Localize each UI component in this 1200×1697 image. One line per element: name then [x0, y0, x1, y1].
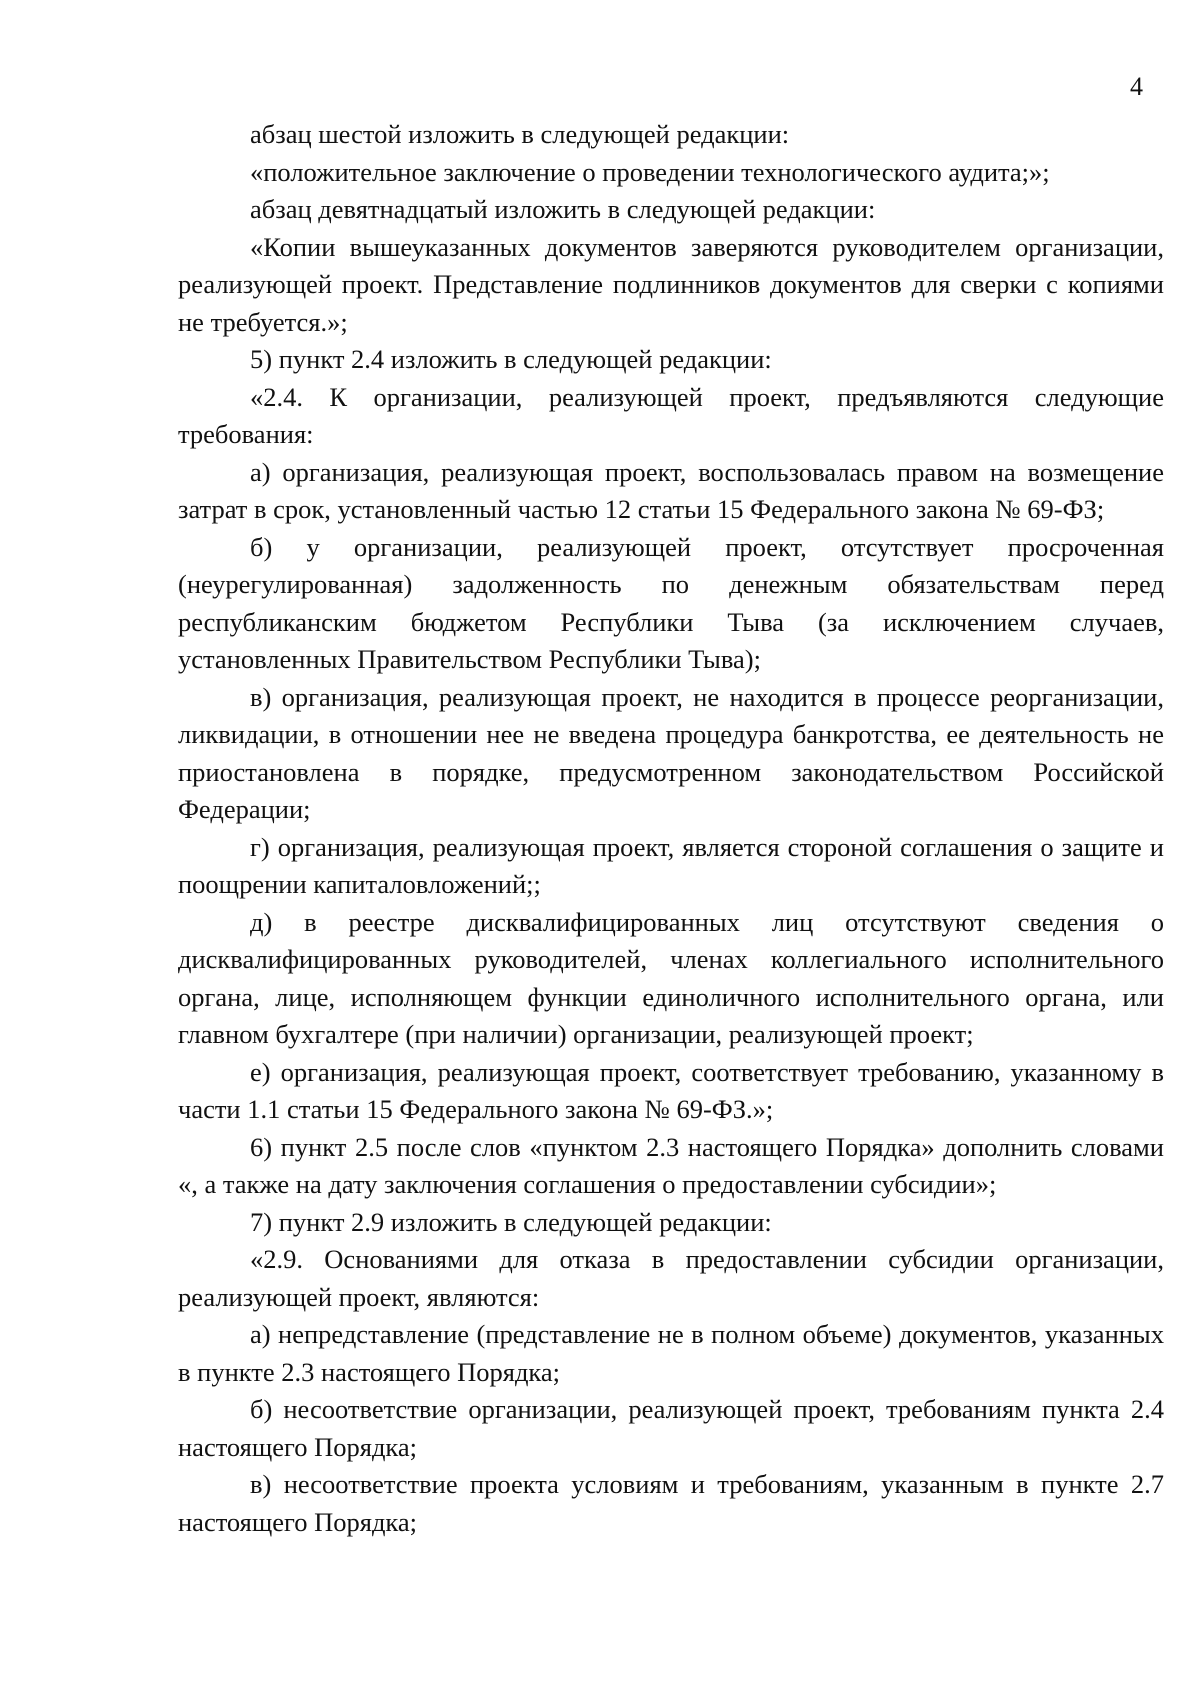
paragraph: «положительное заключение о проведении технологического аудита;»;	[250, 156, 1050, 187]
paragraph: е) организация, реализующая проект, соответствует требованию, указанному в части 1.1 статьи 15 Федерального закона № 69-ФЗ.»;	[178, 1056, 1164, 1124]
paragraph: г) организация, реализующая проект, является стороной соглашения о защите и поощрении капиталовложений;;	[178, 831, 1164, 899]
paragraph: б) несоответствие организации, реализующей проект, требованиям пункта 2.4 настоящего Порядка;	[178, 1394, 1164, 1462]
paragraph: «Копии вышеуказанных документов заверяются руководителем организации, реализующей проект. Представление подлинников документов для сверки с копиями не требуется.»;	[178, 231, 1164, 337]
paragraph: б) у организации, реализующей проект, отсутствует просроченная (неурегулированная) задолженность по денежным обязательствам перед республиканским бюджетом Республики Тыва (за исключением случаев, установленных Правительством Республики Тыва);	[178, 531, 1164, 674]
paragraph: 7) пункт 2.9 изложить в следующей редакции:	[250, 1206, 772, 1237]
paragraph: д) в реестре дисквалифицированных лиц отсутствуют сведения о дисквалифицированных руководителей, членах коллегиального исполнительного органа, лице, исполняющем функции единоличного исполнительного органа, или главном бухгалтере (при наличии) организации, реализующей проект;	[178, 906, 1164, 1049]
paragraph: в) организация, реализующая проект, не находится в процессе реорганизации, ликвидации, в отношении нее не введена процедура банкротства, ее деятельность не приостановлена в порядке, предусмотренном законодательством Российской Федерации;	[178, 681, 1164, 824]
paragraph: абзац девятнадцатый изложить в следующей редакции:	[250, 194, 876, 224]
paragraph: 6) пункт 2.5 после слов «пунктом 2.3 настоящего Порядка» дополнить словами «, а также на дату заключения соглашения о предоставлении субсидии»;	[178, 1131, 1164, 1199]
paragraph: 5) пункт 2.4 изложить в следующей редакции:	[250, 344, 772, 374]
paragraph: «2.9. Основаниями для отказа в предоставлении субсидии организации, реализующей проект, являются:	[178, 1244, 1164, 1312]
paragraph: «2.4. К организации, реализующей проект, предъявляются следующие требования:	[178, 381, 1164, 449]
paragraph: а) организация, реализующая проект, воспользовалась правом на возмещение затрат в срок, установленный частью 12 статьи 15 Федерального закона № 69-ФЗ;	[178, 456, 1164, 524]
paragraph: абзац шестой изложить в следующей редакции:	[250, 119, 790, 149]
paragraph: а) непредставление (представление не в полном объеме) документов, указанных в пункте 2.3 настоящего Порядка;	[178, 1319, 1164, 1387]
page-number: 4	[1130, 72, 1143, 101]
document-body	[178, 116, 1164, 1541]
paragraph: в) несоответствие проекта условиям и требованиям, указанным в пункте 2.7 настоящего Порядка;	[178, 1469, 1164, 1537]
